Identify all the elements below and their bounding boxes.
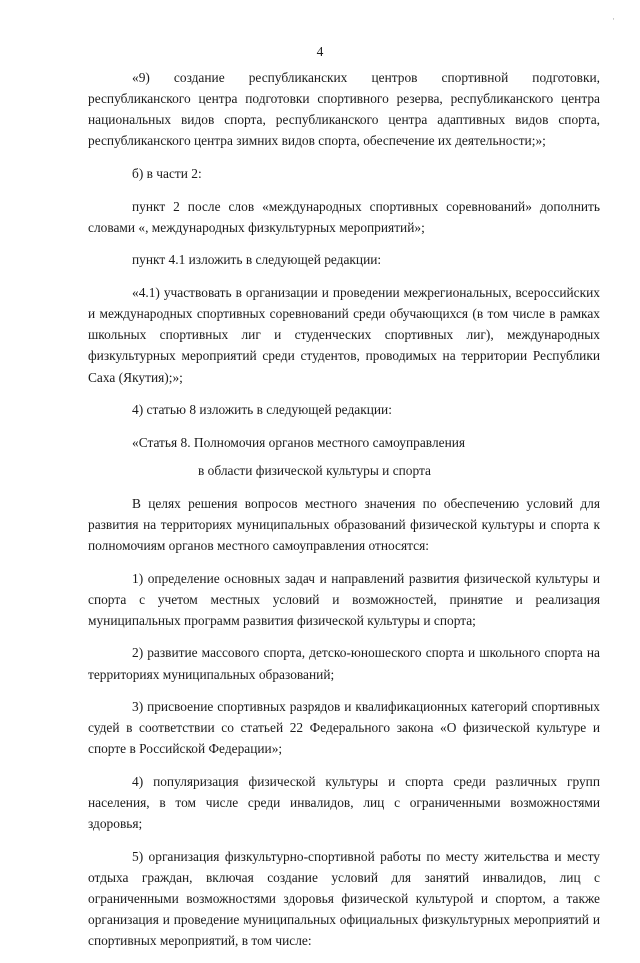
list-item-2: 2) развитие массового спорта, детско-юношеского спорта и школьного спорта на территориях муниципальных образований; [88, 645, 600, 682]
list-item-3: 3) присвоение спортивных разрядов и квалификационных категорий спортивных судей в соответствии со статьей 22 Федерального закона «О физической культуре и спорте в Российской Федерации»; [88, 699, 600, 757]
paragraph-item-9: «9) создание республиканских центров спортивной подготовки, республиканского центра подготовки спортивного резерва, республиканского центра национальных видов спорта, республиканского центра адаптивных видов спорта, республиканского центра зимних видов спорта, обеспечение их деятельности;»; [88, 70, 600, 149]
paragraph-point-4-1-intro: пункт 4.1 изложить в следующей редакции: [132, 252, 382, 268]
paragraph-point-4-1-text: «4.1) участвовать в организации и проведении межрегиональных, всероссийских и международных спортивных соревнований среди обучающихся (в том числе в рамках школьных спортивных лиг и студенческих спортивных лиг), международных физкультурных мероприятий среди студентов, проводимых на территории Республики Саха (Якутия);»; [88, 285, 600, 385]
page-number: 4 [316, 44, 324, 59]
paragraph-point-2-amendment: пункт 2 после слов «международных спортивных соревнований» дополнить словами «, международных физкультурных мероприятий»; [88, 198, 600, 235]
paragraph-article-8-preamble: В целях решения вопросов местного значения по обеспечению условий для развития на территориях муниципальных образований физической культуры и спорта к полномочиям органов местного самоуправления относятся: [88, 495, 600, 553]
list-item-1: 1) определение основных задач и направлений развития физической культуры и спорта с учетом местных условий и возможностей, принятие и реализация муниципальных программ развития физической культуры и спорта; [88, 570, 600, 628]
article-8-subtitle: в области физической культуры и спорта [198, 462, 431, 478]
paragraph-part-2: б) в части 2: [132, 165, 202, 181]
corner-mark: · [612, 14, 615, 24]
list-item-4: 4) популяризация физической культуры и спорта среди различных групп населения, в том числе среди инвалидов, лиц с ограниченными возможностями здоровья; [88, 774, 600, 832]
document-body [88, 67, 600, 963]
article-8-title: «Статья 8. Полномочия органов местного самоуправления [132, 434, 466, 450]
paragraph-article-8-intro: 4) статью 8 изложить в следующей редакции: [132, 402, 392, 418]
list-item-5: 5) организация физкультурно-спортивной работы по месту жительства и месту отдыха граждан, включая создание условий для занятий инвалидов, лиц с ограниченными возможностями здоровья физической культурой и спортом, а также организация и проведение муниципальных официальных физкультурных мероприятий и спортивных мероприятий, в том числе: [88, 848, 600, 949]
